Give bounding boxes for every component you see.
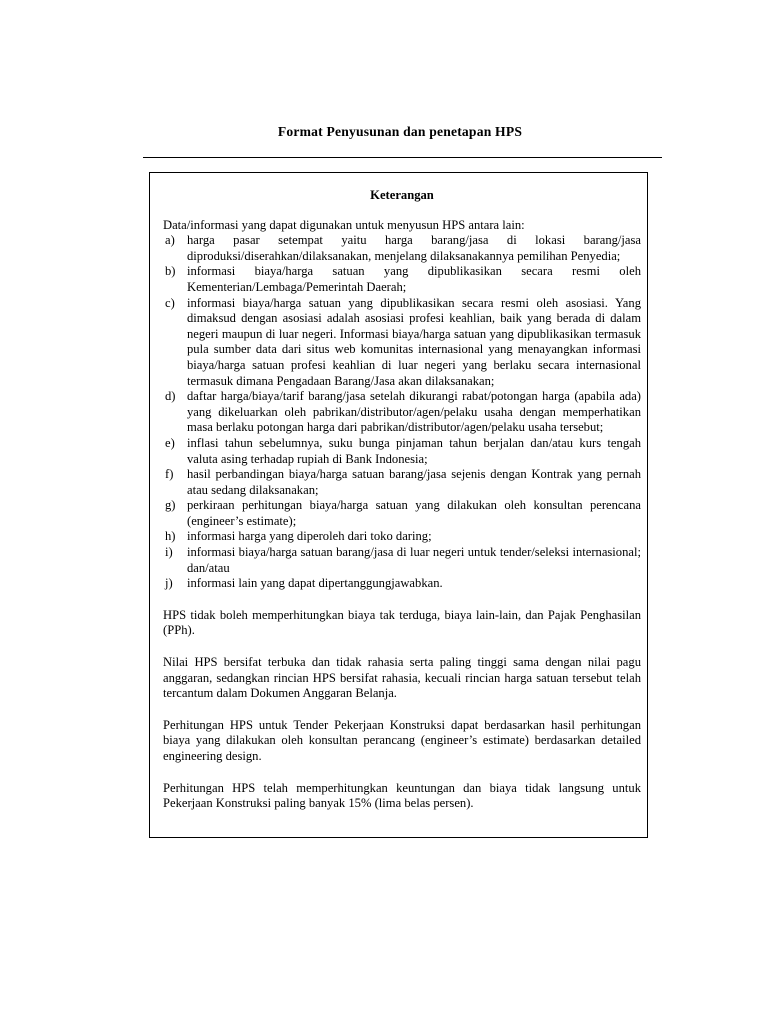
list-item-text: informasi biaya/harga satuan yang dipublikasikan secara resmi oleh Kementerian/Lembaga/Pemerintah Daerah; bbox=[187, 264, 641, 294]
list-item-text: informasi biaya/harga satuan yang dipublikasikan secara resmi oleh asosiasi. Yang dimaksud dengan asosiasi adalah asosiasi profesi keahlian, baik yang berada di dalam negeri maupun di luar negeri. Informasi biaya/harga satuan yang dipublikasikan termasuk pula sumber data dari situs web komunitas internasional yang menayangkan informasi biaya/harga satuan profesi keahlian di luar negeri yang berlaku secara internasional termasuk dimana Pengadaan Barang/Jasa akan dilaksanakan; bbox=[187, 295, 641, 388]
list-item-text: inflasi tahun sebelumnya, suku bunga pinjaman tahun berjalan dan/atau kurs tengah valuta asing terhadap rupiah di Bank Indonesia; bbox=[187, 435, 641, 466]
paragraph-pph-exclusion: HPS tidak boleh memperhitungkan biaya tak terduga, biaya lain-lain, dan Pajak Penghasilan (PPh). bbox=[163, 607, 641, 638]
list-item-text: daftar harga/biaya/tarif barang/jasa setelah dikurangi rabat/potongan harga (apabila ada) yang dikeluarkan oleh pabrikan/distributor/agen/pelaku usaha dengan memperhatikan masa berlaku potongan harga dari pabrikan/distributor/agen/pelaku usaha tersebut; bbox=[187, 389, 641, 435]
list-item-text: hasil perbandingan biaya/harga satuan barang/jasa sejenis dengan Kontrak yang pernah atau sedang dilaksanakan; bbox=[187, 467, 641, 497]
list-item-c bbox=[163, 296, 641, 390]
list-item-h bbox=[163, 529, 641, 545]
list-item-text: informasi harga yang diperoleh dari toko daring; bbox=[187, 529, 432, 544]
list-marker: h) bbox=[165, 529, 176, 544]
list-item-i bbox=[163, 545, 641, 576]
list-item-d bbox=[163, 389, 641, 436]
list-marker: e) bbox=[165, 435, 175, 450]
list-item-a bbox=[163, 233, 641, 264]
paragraph-hps-nature: Nilai HPS bersifat terbuka dan tidak rahasia serta paling tinggi sama dengan nilai pagu anggaran, sedangkan rincian HPS bersifat rahasia, kecuali rincian harga satuan tersebut telah tercantum dalam Dokumen Anggaran Belanja. bbox=[163, 655, 641, 701]
paragraph-construction-tender: Perhitungan HPS untuk Tender Pekerjaan Konstruksi dapat berdasarkan hasil perhitungan biaya yang dilakukan oleh konsultan perancang (engineer’s estimate) berdasarkan detailed engineering design. bbox=[163, 717, 641, 763]
list-item-text: harga pasar setempat yaitu harga barang/jasa di lokasi barang/jasa diproduksi/diserahkan/dilaksanakan, menjelang dilaksanakannya pemilihan Penyedia; bbox=[187, 233, 641, 263]
list-item-b bbox=[163, 264, 641, 295]
box-heading: Keterangan bbox=[370, 188, 434, 202]
list-item-text: informasi biaya/harga satuan barang/jasa di luar negeri untuk tender/seleksi internasional; dan/atau bbox=[187, 545, 641, 575]
list-marker: c) bbox=[165, 295, 175, 310]
list-marker: j) bbox=[165, 576, 173, 591]
list-marker: g) bbox=[165, 498, 176, 513]
document-title: Format Penyusunan dan penetapan HPS bbox=[277, 124, 523, 139]
list-item-e bbox=[163, 436, 641, 467]
list-marker: b) bbox=[165, 264, 176, 279]
title-divider bbox=[143, 157, 662, 158]
paragraph-profit-overhead: Perhitungan HPS telah memperhitungkan keuntungan dan biaya tidak langsung untuk Pekerjaan Konstruksi paling banyak 15% (lima belas persen). bbox=[163, 780, 641, 811]
list-item-j bbox=[163, 576, 641, 592]
list-item-text: informasi lain yang dapat dipertanggungjawabkan. bbox=[187, 576, 443, 591]
intro-text: Data/informasi yang dapat digunakan untuk menyusun HPS antara lain: bbox=[163, 217, 525, 232]
keterangan-content bbox=[163, 188, 641, 812]
list-marker: d) bbox=[165, 389, 176, 404]
list-marker: a) bbox=[165, 233, 175, 248]
list-item-g bbox=[163, 498, 641, 529]
keterangan-box bbox=[149, 172, 648, 838]
list-item-f bbox=[163, 467, 641, 498]
list-item-text: perkiraan perhitungan biaya/harga satuan yang dilakukan oleh konsultan perencana (engineer’s estimate); bbox=[187, 498, 641, 528]
list-marker: f) bbox=[165, 467, 174, 482]
data-source-list bbox=[163, 233, 641, 592]
list-marker: i) bbox=[165, 545, 173, 560]
